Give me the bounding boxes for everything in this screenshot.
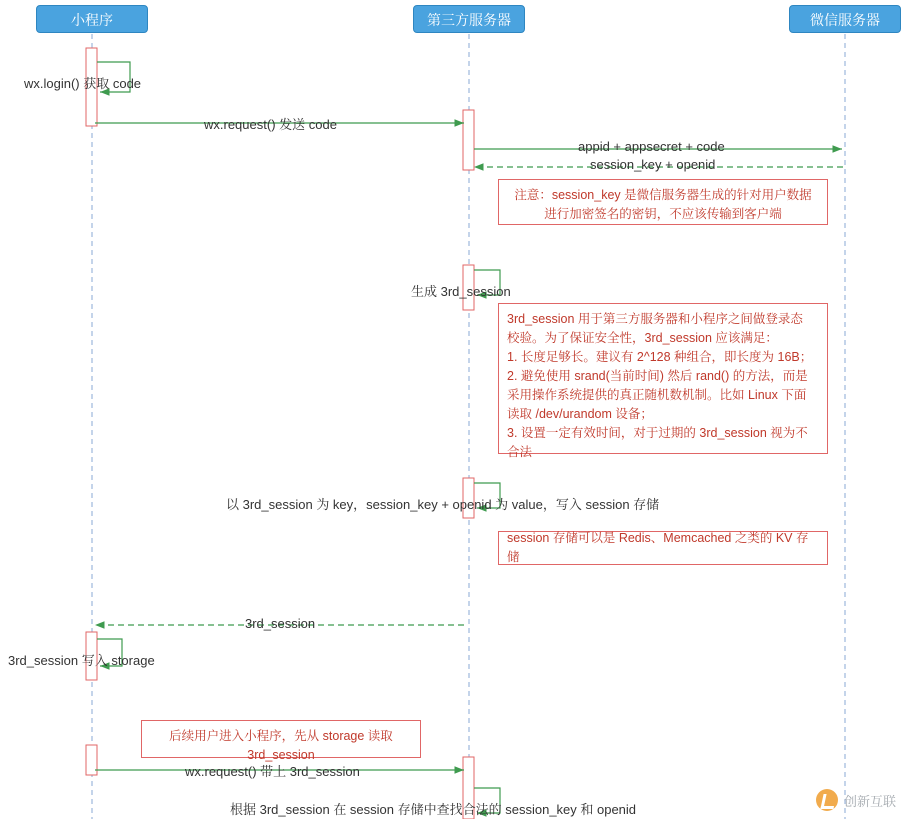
note-line: 1. 长度足够长。建议有 2^128 种组合，即长度为 16B；: [507, 350, 813, 364]
note-line: 采用操作系统提供的真正随机数机制。比如 Linux 下面: [507, 388, 807, 402]
note-line: 3rd_session 用于第三方服务器和小程序之间做登录态: [507, 312, 803, 326]
message-label-generate-3rd-session: 生成 3rd_session: [411, 284, 511, 299]
note-line: session 存储可以是 Redis、Memcached 之类的 KV 存储: [507, 531, 809, 564]
note-line: 进行加密签名的密钥，不应该传输到客户端: [544, 207, 782, 221]
note-session-key: [498, 179, 828, 225]
message-label-return-3rd-session: 3rd_session: [245, 616, 316, 631]
note-line: 校验。为了保证安全性，3rd_session 应该满足：: [507, 331, 778, 345]
note-storage-read: [141, 720, 421, 762]
message-label-session-key-openid: session_key + openid: [590, 157, 716, 172]
activation-bars: [86, 48, 474, 819]
note-line: 3. 设置一定有效时间，对于过期的 3rd_session 视为不: [507, 426, 808, 440]
watermark-text: 创新互联: [843, 793, 896, 809]
note-line: 注意：session_key 是微信服务器生成的针对用户数据: [514, 188, 812, 202]
note-line: 后续用户进入小程序，先从 storage 读取: [169, 729, 393, 743]
note-line: 读取 /dev/urandom 设备；: [507, 407, 653, 421]
message-label-lookup-session: 根据 3rd_session 在 session 存储中查找合法的 session_key 和 openid: [230, 802, 637, 817]
message-label-appid-secret-code: appid + appsecret + code: [578, 139, 725, 154]
watermark-logo-icon: [816, 789, 838, 811]
actor-third-party-server[interactable]: 第三方服务器: [413, 5, 525, 33]
message-label-wx-login: wx.login() 获取 code: [24, 76, 142, 91]
message-label-write-storage: 3rd_session 写入 storage: [8, 653, 155, 668]
message-label-request-with-3rd-session: wx.request() 带上 3rd_session: [185, 764, 360, 779]
note-3rd-session-rules: [498, 303, 828, 459]
note-line: 3rd_session: [247, 748, 315, 762]
note-line: 2. 避免使用 srand(当前时间) 然后 rand() 的方法，而是: [507, 369, 808, 383]
watermark: [816, 789, 896, 811]
note-line: 合法: [507, 445, 533, 459]
actor-wechat-server[interactable]: 微信服务器: [789, 5, 901, 33]
actor-miniprogram[interactable]: 小程序: [36, 5, 148, 33]
message-label-send-code: wx.request() 发送 code: [204, 117, 337, 132]
message-label-write-session-store: 以 3rd_session 为 key，session_key + openid 为 value，写入 session 存储: [226, 497, 660, 512]
note-session-storage: [498, 531, 828, 565]
